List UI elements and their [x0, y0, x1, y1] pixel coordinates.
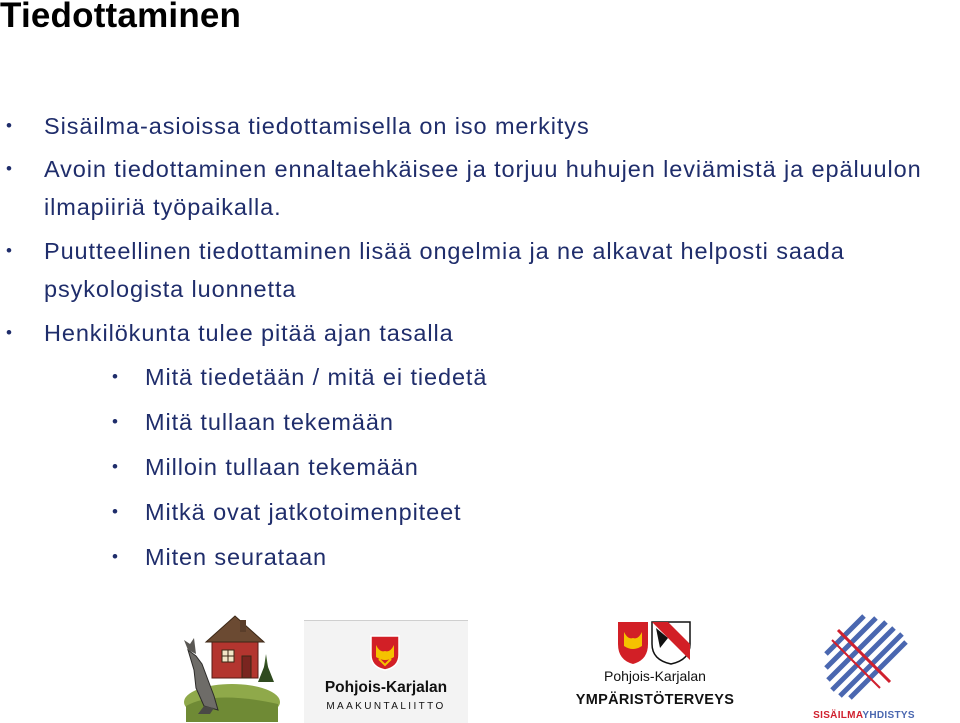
bullet-dot: • — [6, 241, 13, 260]
bullet-item — [0, 107, 960, 145]
sisailmayhdistys-logo — [812, 610, 916, 723]
maakuntaliitto-logo — [304, 620, 468, 723]
sub-bullet-text: Milloin tullaan tekemään — [145, 454, 419, 480]
sub-bullet-item — [0, 403, 960, 441]
sub-bullet-text: Mitkä ovat jatkotoimenpiteet — [145, 499, 462, 525]
sisailmayhdistys-name-part2: YHDISTYS — [862, 710, 915, 721]
bullet-dot: • — [112, 547, 119, 566]
bullet-item — [0, 232, 960, 308]
maakuntaliitto-subtitle: MAAKUNTALIITTO — [326, 701, 446, 712]
bullet-item — [0, 314, 960, 352]
sisailmayhdistys-name — [812, 710, 916, 721]
coat-of-arms-icon — [370, 635, 400, 671]
bullet-text: Avoin tiedottaminen ennaltaehkäisee ja torjuu huhujen leviämistä ja epäluulon ilmapiiriä työpaikalla. — [44, 156, 922, 220]
twin-shields-icon — [616, 618, 692, 666]
wolf-cabin-logo — [174, 610, 282, 722]
sub-bullet-text: Mitä tullaan tekemään — [145, 409, 394, 435]
maakuntaliitto-name: Pohjois-Karjalan — [324, 679, 448, 696]
sub-bullet-text: Mitä tiedetään / mitä ei tiedetä — [145, 364, 488, 390]
bullet-dot: • — [112, 412, 119, 431]
ymparistoterveys-name: Pohjois-Karjalan — [604, 668, 706, 684]
sub-bullet-item — [0, 538, 960, 576]
bullet-dot: • — [6, 159, 13, 178]
diagonal-stripes-icon — [818, 610, 910, 702]
sub-bullet-item — [0, 448, 960, 486]
bullet-dot: • — [112, 457, 119, 476]
bullet-text: Henkilökunta tulee pitää ajan tasalla — [44, 320, 454, 346]
sisailmayhdistys-name-part1: SISÄILMA — [813, 710, 863, 721]
bullet-dot: • — [112, 367, 119, 386]
ymparistoterveys-subtitle: YMPÄRISTÖTERVEYS — [575, 692, 735, 708]
ymparistoterveys-logo — [574, 616, 736, 722]
bullet-dot: • — [6, 323, 13, 342]
sub-bullet-item — [0, 358, 960, 396]
bullet-dot: • — [6, 116, 13, 135]
sub-bullet-item — [0, 493, 960, 531]
logo-strip — [0, 606, 960, 723]
slide-title: Tiedottaminen — [0, 0, 242, 35]
bullet-dot: • — [112, 502, 119, 521]
bullet-text: Puutteellinen tiedottaminen lisää ongelmia ja ne alkavat helposti saada psykologista luonnetta — [44, 238, 845, 302]
sub-bullet-text: Miten seurataan — [145, 544, 328, 570]
bullet-item — [0, 150, 960, 226]
bullet-list — [0, 107, 960, 583]
bullet-text: Sisäilma-asioissa tiedottamisella on iso merkitys — [44, 113, 590, 139]
